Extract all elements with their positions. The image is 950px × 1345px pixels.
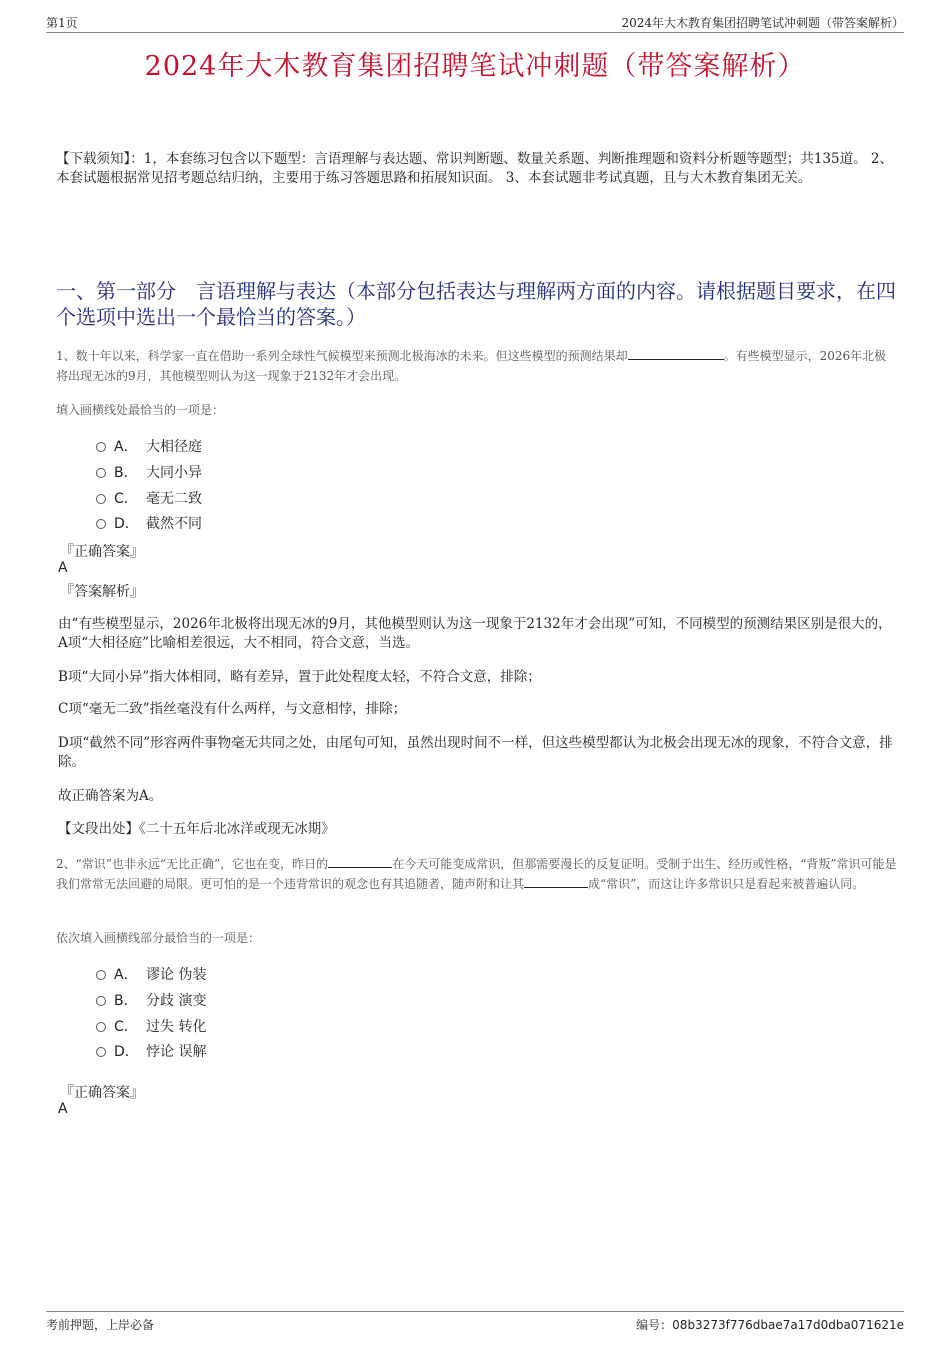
option-letter: C． — [114, 1019, 138, 1035]
section-heading: 一、第一部分 言语理解与表达（本部分包括表达与理解两方面的内容。请根据题目要求，在四个选项中选出一个最恰当的答案。） — [56, 279, 896, 329]
analysis-conclusion: 故正确答案为A。 — [58, 788, 163, 804]
footer-slogan: 考前押题，上岸必备 — [46, 1318, 155, 1332]
source-citation: 【文段出处】《二十五年后北冰洋或现无冰期》 — [58, 821, 335, 837]
analysis-paragraph: 由“有些模型显示，2026年北极将出现无冰的9月，其他模型则认为这一现象于2132年才会出现”可知，不同模型的预测结果区别是很大的，A项“大相径庭”比喻相差很远，大不相同，符合文意，当选。 — [58, 616, 892, 651]
question-2-prompt: 依次填入画横线部分最恰当的一项是： — [56, 931, 261, 945]
option-text: 悖论 误解 — [146, 1044, 207, 1060]
option-text: 大同小异 — [146, 465, 202, 481]
analysis-paragraph: B项“大同小异”指大体相同，略有差异，置于此处程度太轻，不符合文意，排除； — [58, 669, 541, 685]
document-code-label: 编号： — [636, 1318, 673, 1332]
option-letter: A． — [114, 439, 138, 455]
question-1-stem-part-b: 。有些模型显示，2026年北极将出现无冰的9月，其他模型则认为这一现象于2132年才会出现。 — [56, 349, 887, 383]
question-1-stem — [56, 346, 898, 386]
header-doc-title: 2024年大木教育集团招聘笔试冲刺题（带答案解析） — [621, 16, 904, 30]
radio-button-icon[interactable] — [96, 970, 106, 980]
option-letter: D． — [114, 1044, 139, 1060]
radio-button-icon[interactable] — [96, 468, 106, 478]
correct-answer: A — [58, 1101, 68, 1117]
option-letter: C． — [114, 491, 138, 507]
correct-answer-label: 『正确答案』 — [60, 544, 144, 560]
option-letter: B． — [114, 993, 138, 1009]
fill-blank — [328, 855, 392, 868]
question-1-stem-part-a: 1、数十年以来，科学家一直在借助一系列全球性气候模型来预测北极海冰的未来。但这些模型的预测结果却 — [56, 349, 628, 363]
option-letter: A． — [114, 967, 138, 983]
question-2-stem-part-b: 在今天可能变成常识，但那需要漫长的反复证明。受制于出生、经历或性格，“背叛”常识可能是我们常常无法回避的局限。更可怕的是一个违背常识的观念也有其追随者，随声附和让其 — [56, 857, 897, 891]
option-letter: D． — [114, 516, 139, 532]
analysis-paragraph: D项“截然不同”形容两件事物毫无共同之处，由尾句可知，虽然出现时间不一样，但这些模型都认为北极会出现无冰的现象，不符合文意，排除。 — [58, 735, 893, 770]
download-notice: 【下载须知】：1，本套练习包含以下题型：言语理解与表达题、常识判断题、数量关系题、判断推理题和资料分析题等题型；共135道。 2、本套试题根据常见招考题总结归纳，主要用于练习答题思路和拓展知识面。 3、本套试题非考试真题，且与大木教育集团无关。 — [56, 151, 893, 186]
radio-button-icon[interactable] — [96, 1047, 106, 1057]
page-footer — [46, 1311, 904, 1336]
fill-blank — [524, 875, 588, 888]
option-letter: B． — [114, 465, 138, 481]
question-2-stem-part-a: 2、“常识”也非永远“无比正确”，它也在变，昨日的 — [56, 857, 329, 871]
page-title: 2024年大木教育集团招聘笔试冲刺题（带答案解析） — [144, 51, 806, 82]
page-header — [46, 10, 904, 33]
radio-button-icon[interactable] — [96, 519, 106, 529]
question-2-stem-part-c: 成“常识”，而这让许多常识只是看起来被普遍认同。 — [588, 877, 865, 891]
option-text: 分歧 演变 — [146, 993, 207, 1009]
radio-button-icon[interactable] — [96, 996, 106, 1006]
correct-answer-label: 『正确答案』 — [60, 1085, 144, 1101]
fill-blank — [628, 347, 724, 360]
option-text: 截然不同 — [146, 516, 202, 532]
page-number: 第1页 — [46, 16, 78, 30]
option-text: 谬论 伪装 — [146, 967, 207, 983]
option-text: 过失 转化 — [146, 1019, 207, 1035]
question-1-prompt: 填入画横线处最恰当的一项是： — [56, 403, 225, 417]
radio-button-icon[interactable] — [96, 442, 106, 452]
option-text: 毫无二致 — [146, 491, 202, 507]
question-2-stem — [56, 854, 898, 894]
radio-button-icon[interactable] — [96, 494, 106, 504]
correct-answer: A — [58, 560, 68, 576]
radio-button-icon[interactable] — [96, 1022, 106, 1032]
document-code-value: 08b3273f776dbae7a17d0dba071621e — [672, 1318, 904, 1332]
document-code — [636, 1316, 904, 1333]
analysis-label: 『答案解析』 — [60, 584, 144, 600]
option-text: 大相径庭 — [146, 439, 202, 455]
analysis-paragraph: C项“毫无二致”指丝毫没有什么两样，与文意相悖，排除； — [58, 701, 407, 717]
